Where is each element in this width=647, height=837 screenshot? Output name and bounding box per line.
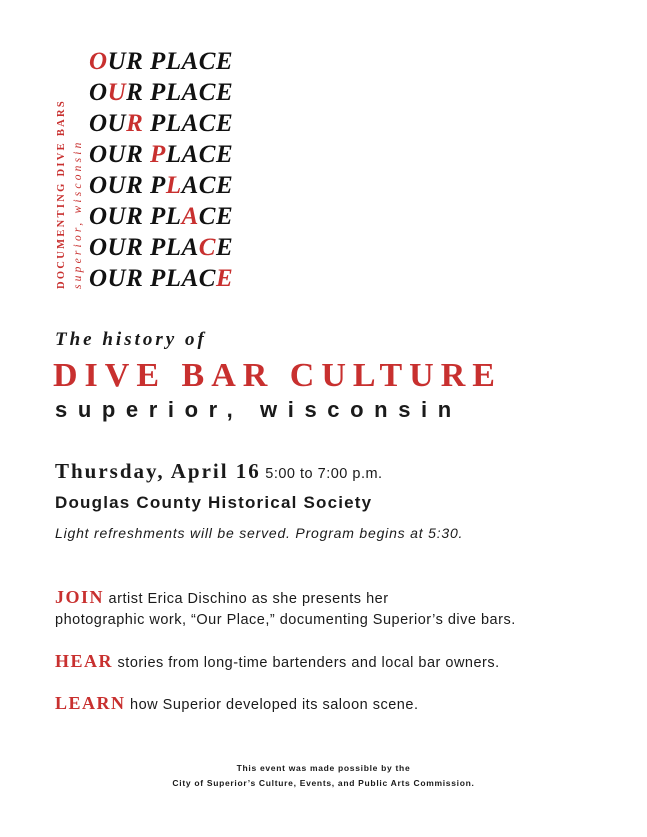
learn-keyword: LEARN bbox=[55, 693, 126, 713]
event-subtitle: superior, wisconsin bbox=[55, 397, 462, 422]
join-keyword: JOIN bbox=[55, 587, 105, 607]
join-text-line2: photographic work, “Our Place,” documenting Superior’s dive bars. bbox=[55, 612, 516, 628]
history-heading: The history of bbox=[55, 329, 207, 350]
our-place-row: OUR PLACE bbox=[89, 265, 234, 292]
side-label-documenting: DOCUMENTING DIVE BARS bbox=[56, 98, 67, 289]
our-place-row: OUR PLACE bbox=[89, 234, 234, 261]
learn-paragraph bbox=[55, 693, 418, 716]
event-note: Light refreshments will be served. Program begins at 5:30. bbox=[55, 525, 464, 541]
join-text-line1: artist Erica Dischino as she presents her bbox=[108, 591, 389, 607]
footer-line1: This event was made possible by the bbox=[236, 763, 411, 773]
footer-line2: City of Superior’s Culture, Events, and Public Arts Commission. bbox=[172, 778, 475, 788]
our-place-row: OUR PLACE bbox=[89, 48, 234, 75]
our-place-list bbox=[89, 46, 233, 294]
event-datetime bbox=[55, 459, 383, 484]
hear-keyword: HEAR bbox=[55, 651, 114, 671]
our-place-row: OUR PLACE bbox=[89, 79, 234, 106]
learn-text: how Superior developed its saloon scene. bbox=[130, 697, 419, 713]
hear-paragraph bbox=[55, 651, 500, 674]
our-place-row: OUR PLACE bbox=[89, 203, 234, 230]
side-label-location: superior, wisconsin bbox=[72, 139, 84, 289]
join-paragraph bbox=[55, 587, 516, 631]
event-date: Thursday, April 16 bbox=[55, 459, 261, 483]
event-venue: Douglas County Historical Society bbox=[55, 493, 373, 512]
our-place-row: OUR PLACE bbox=[89, 172, 234, 199]
hear-text: stories from long-time bartenders and local bar owners. bbox=[117, 655, 500, 671]
our-place-row: OUR PLACE bbox=[89, 110, 234, 137]
event-title: DIVE BAR CULTURE bbox=[53, 357, 502, 394]
our-place-row: OUR PLACE bbox=[89, 141, 234, 168]
event-time: 5:00 to 7:00 p.m. bbox=[265, 466, 383, 482]
